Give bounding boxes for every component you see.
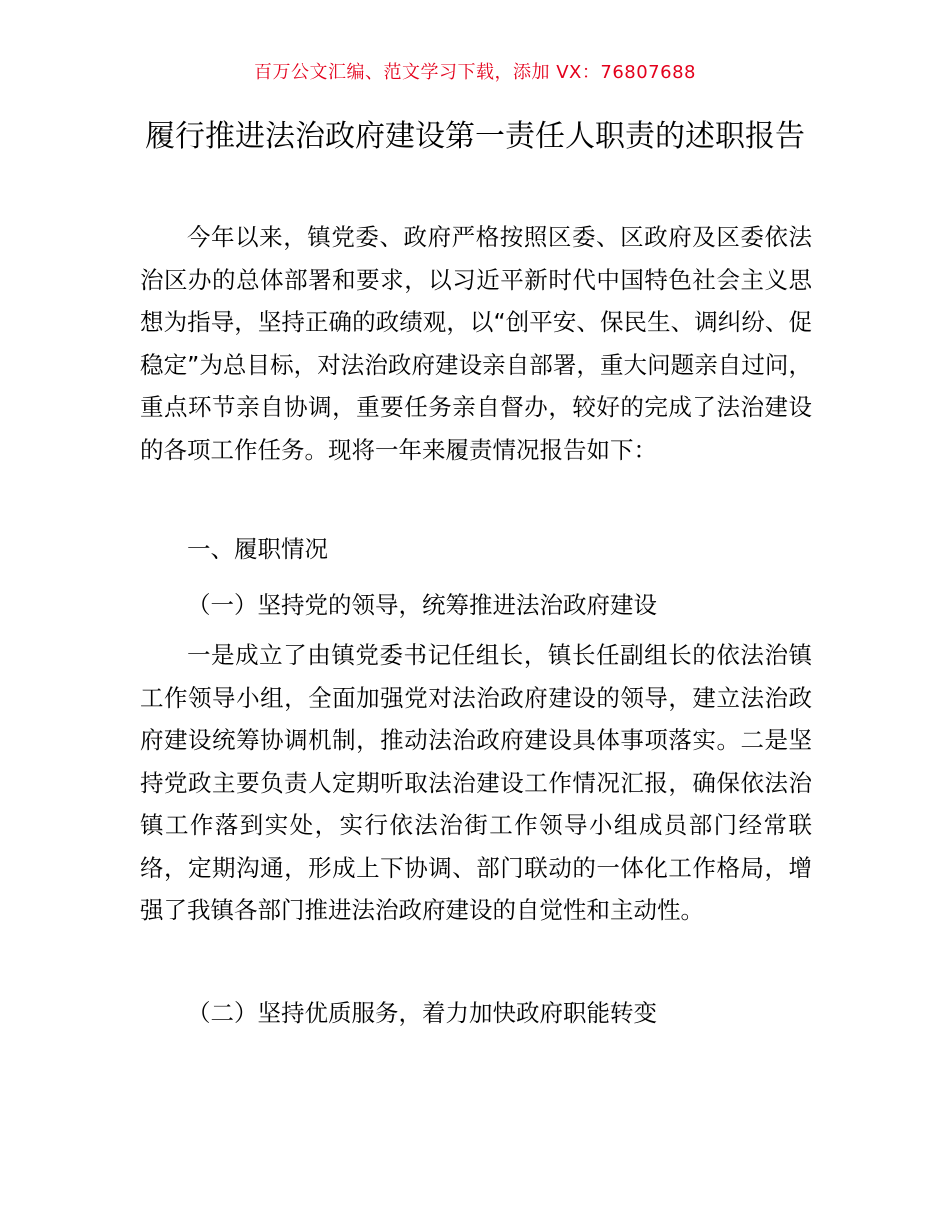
document-title: 履行推进法治政府建设第一责任人职责的述职报告 xyxy=(145,119,805,154)
intro-paragraph: 今年以来，镇党委、政府严格按照区委、区政府及区委依法治区办的总体部署和要求，以习近平新时代中国特色社会主义思想为指导，坚持正确的政绩观，以“创平安、保民生、调纠纷、促稳定”为总目标，对法治政府建设亲自部署，重大问题亲自过问，重点环节亲自协调，重要任务亲自督办，较好的完成了法治建设的各项工作任务。现将一年来履责情况报告如下： xyxy=(140,223,812,464)
subsection-heading-party-leadership: （一）坚持党的领导，统筹推进法治政府建设 xyxy=(187,591,657,619)
section-heading-performance: 一、履职情况 xyxy=(187,535,328,563)
subsection-heading-quality-service: （二）坚持优质服务，着力加快政府职能转变 xyxy=(187,999,657,1027)
watermark-header-note: 百万公文汇编、范文学习下载，添加 VX：76807688 xyxy=(254,62,696,83)
subsection-body-party-leadership: 一是成立了由镇党委书记任组长，镇长任副组长的依法治镇工作领导小组，全面加强党对法治政府建设的领导，建立法治政府建设统筹协调机制，推动法治政府建设具体事项落实。二是坚持党政主要负责人定期听取法治建设工作情况汇报，确保依法治镇工作落到实处，实行依法治街工作领导小组成员部门经常联络，定期沟通，形成上下协调、部门联动的一体化工作格局，增强了我镇各部门推进法治政府建设的自觉性和主动性。 xyxy=(140,641,812,924)
